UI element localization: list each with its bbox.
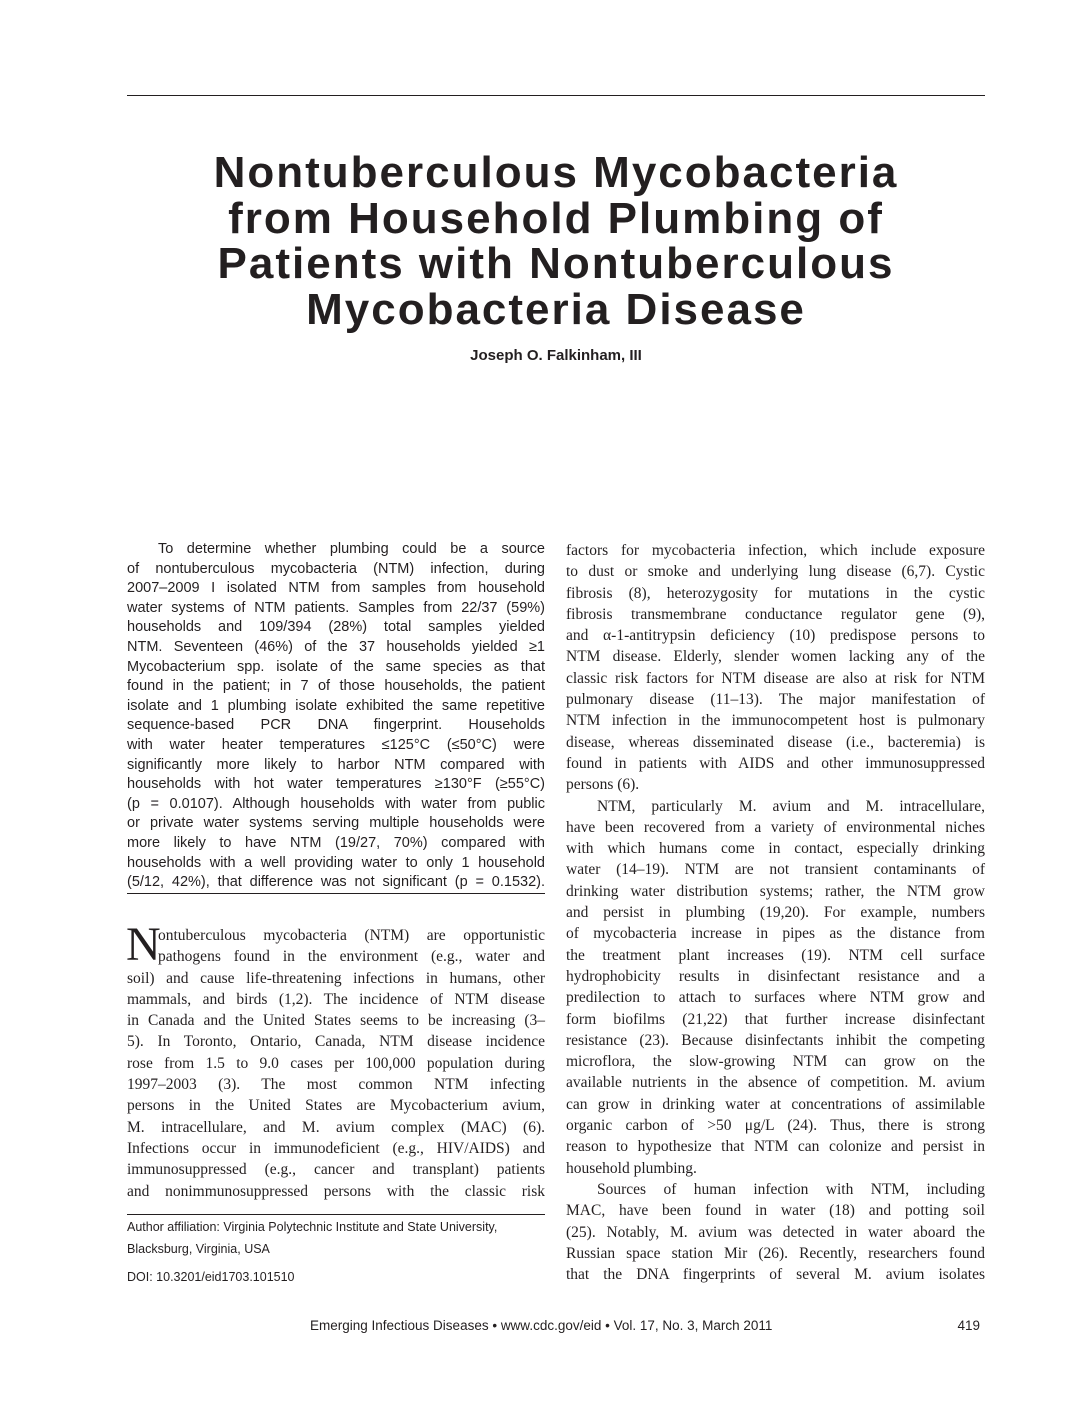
body-line: NTM infection in the immunocompetent host is pulmonary: [566, 712, 985, 730]
abstract-line: Mycobacterium spp. isolate of the same species as that: [127, 658, 545, 675]
body-line: persons (6).: [566, 776, 640, 794]
body-line: and persist in plumbing (19,20). For example, numbers: [566, 904, 985, 922]
body-line: persons in the United States are Mycobacterium avium,: [127, 1097, 545, 1115]
body-line: (25). Notably, M. avium was detected in water aboard the: [566, 1223, 985, 1241]
abstract-line: of nontuberculous mycobacteria (NTM) infection, during: [127, 560, 545, 577]
body-line: mammals, and birds (1,2). The incidence of NTM disease: [127, 990, 545, 1008]
body-line: with which humans come in contact, especially drinking: [566, 840, 985, 858]
body-line: drinking water distribution systems; rather, the NTM grow: [566, 882, 985, 900]
body-line-text: ontuberculous mycobacteria (NTM) are opportunistic: [158, 927, 545, 944]
abstract-line: (5/12, 42%), that difference was not significant (p = 0.1532).: [127, 873, 545, 894]
body-line: predilection to attach to surfaces where NTM grow and: [566, 989, 985, 1007]
abstract-line: households with a well providing water to only 1 household: [127, 854, 545, 871]
body-line: resistance (23). Because disinfectants inhibit the competing: [566, 1031, 985, 1049]
drop-cap: N: [126, 918, 161, 971]
journal-citation: Emerging Infectious Diseases • www.cdc.gov/eid • Vol. 17, No. 3, March 2011: [310, 1318, 773, 1333]
article-title: [127, 150, 985, 332]
body-column-left: [126, 918, 545, 1202]
body-line: have been recovered from a variety of environmental niches: [566, 818, 985, 836]
body-line: M. intracellulare, and M. avium complex (MAC) (6).: [127, 1118, 545, 1136]
abstract-line: (p = 0.0107). Although households with water from public: [127, 795, 545, 812]
author-affiliation: [127, 1216, 545, 1260]
body-line: Infections occur in immunodeficient (e.g., HIV/AIDS) and: [127, 1139, 545, 1157]
title-line: Nontuberculous Mycobacteria: [213, 148, 899, 197]
body-line: to dust or smoke and underlying lung disease (6,7). Cystic: [566, 563, 985, 581]
body-line: available nutrients in the absence of competition. M. avium: [566, 1074, 985, 1092]
body-line: reason to hypothesize that NTM can colonize and persist in: [566, 1138, 985, 1156]
affiliation-line: Author affiliation: Virginia Polytechnic Institute and State University,: [127, 1220, 498, 1234]
affiliation-line: Blacksburg, Virginia, USA: [127, 1242, 270, 1256]
body-line: can grow in drinking water at concentrations of assimilable: [566, 1095, 985, 1113]
header-rule: [127, 95, 985, 96]
body-line: MAC, have been found in water (18) and potting soil: [566, 1202, 985, 1220]
abstract-line: significantly more likely to harbor NTM compared with: [127, 756, 545, 773]
body-line: form biofilms (21,22) that further increase disinfectant: [566, 1010, 985, 1028]
body-line: pulmonary disease (11–13). The major manifestation of: [566, 691, 985, 709]
abstract-line: 2007–2009 I isolated NTM from samples from household: [127, 580, 545, 597]
title-line: Patients with Nontuberculous: [217, 239, 895, 288]
body-line: hydrophobicity results in disinfectant resistance and a: [566, 967, 985, 985]
body-line: immunosuppressed (e.g., cancer and transplant) patients: [127, 1161, 545, 1179]
title-line: Mycobacteria Disease: [306, 284, 806, 334]
body-line: organic carbon of >50 μg/L (24). Thus, there is strong: [566, 1117, 985, 1135]
title-line: from Household Plumbing of: [228, 193, 884, 243]
body-line: Russian space station Mir (26). Recently, researchers found: [566, 1244, 985, 1262]
body-line: and nonimmunosuppressed persons with the classic risk: [127, 1182, 545, 1200]
body-line: water (14–19). NTM are not transient contaminants of: [566, 861, 985, 879]
body-line: factors for mycobacteria infection, which include exposure: [566, 542, 985, 559]
body-line: microflora, the slow-growing NTM can grow on the: [566, 1053, 985, 1071]
abstract-line: or private water systems serving multiple households were: [127, 815, 545, 832]
abstract: [127, 540, 545, 894]
abstract-line: To determine whether plumbing could be a source: [158, 541, 545, 557]
body-line: pathogens found in the environment (e.g., water and: [158, 948, 545, 966]
author-name: Joseph O. Falkinham, III: [470, 347, 642, 364]
body-line: in Canada and the United States seems to be increasing (3–: [127, 1012, 545, 1030]
body-line: rose from 1.5 to 9.0 cases per 100,000 population during: [127, 1054, 545, 1072]
abstract-line: with water heater temperatures ≤125°C (≤50°C) were: [127, 736, 545, 753]
body-line: fibrosis transmembrane conductance regulator gene (9),: [566, 605, 985, 623]
body-line: 1997–2003 (3). The most common NTM infecting: [127, 1076, 545, 1094]
body-line: NTM disease. Elderly, slender women lacking any of the: [566, 648, 985, 666]
abstract-line: more likely to have NTM (19/27, 70%) compared with: [127, 834, 545, 851]
body-line: found in patients with AIDS and other immunosuppressed: [566, 754, 985, 772]
abstract-line: NTM. Seventeen (46%) of the 37 households yielded ≥1: [127, 638, 545, 655]
body-line: household plumbing.: [566, 1159, 697, 1177]
body-line: of mycobacteria increase in pipes as the distance from: [566, 925, 985, 943]
abstract-line: isolate and 1 plumbing isolate exhibited the same repetitive: [127, 697, 545, 714]
body-line: and α-1-antitrypsin deficiency (10) predispose persons to: [566, 627, 985, 645]
body-line: NTM, particularly M. avium and M. intracellulare,: [597, 797, 985, 815]
body-line: 5). In Toronto, Ontario, Canada, NTM disease incidence: [127, 1033, 545, 1051]
body-line: classic risk factors for NTM disease are also at risk for NTM: [566, 669, 985, 687]
body-line: that the DNA fingerprints of several M. avium isolates: [566, 1266, 985, 1284]
body-line: disease, whereas disseminated disease (i.e., bacteremia) is: [566, 733, 985, 751]
body-column-right: [566, 540, 985, 1285]
abstract-line: water systems of NTM patients. Samples from 22/37 (59%): [127, 599, 545, 616]
abstract-line: found in the patient; in 7 of those households, the patient: [127, 678, 545, 695]
affiliation-rule: [127, 1214, 545, 1215]
body-line: fibrosis (8), heterozygosity for mutations in the cystic: [566, 584, 985, 602]
abstract-line: households with hot water temperatures ≥130°F (≥55°C): [127, 776, 545, 793]
body-line: soil) and cause life-threatening infections in humans, other: [127, 969, 545, 987]
body-line: Sources of human infection with NTM, including: [597, 1180, 985, 1198]
abstract-line: households and 109/394 (28%) total samples yielded: [127, 619, 545, 636]
body-line: the treatment plant increases (19). NTM cell surface: [566, 946, 985, 964]
abstract-line: sequence-based PCR DNA fingerprint. Households: [127, 717, 545, 734]
page-number: 419: [957, 1318, 980, 1333]
doi: DOI: 10.3201/eid1703.101510: [127, 1270, 295, 1284]
